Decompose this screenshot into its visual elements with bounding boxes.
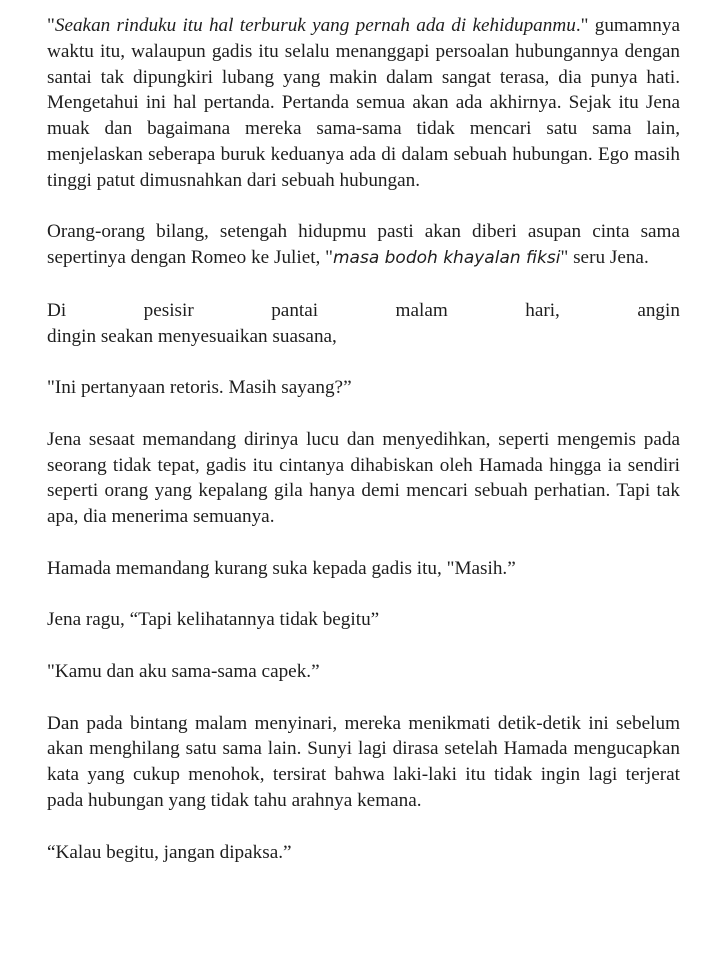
- word: Di: [47, 299, 67, 321]
- paragraph-3-line-2: dingin seakan menyesuaikan suasana,: [47, 325, 337, 347]
- paragraph-3-line-1: [47, 298, 680, 324]
- word: hari,: [525, 299, 560, 321]
- paragraph-1: [47, 13, 680, 194]
- paragraph-10: “Kalau begitu, jangan dipaksa.”: [47, 841, 292, 863]
- paragraph-7: Jena ragu, “Tapi kelihatannya tidak begitu”: [47, 609, 380, 631]
- paragraph-9: Dan pada bintang malam menyinari, mereka menikmati detik-detik ini sebelum akan menghilang satu sama lain. Sunyi lagi dirasa setelah Hamada mengucapkan kata yang cukup menohok, tersirat bahwa laki-laki itu tidak ingin lagi terjerat pada hubungan yang tidak tahu arahnya kemana.: [47, 712, 680, 811]
- word: angin: [637, 299, 680, 321]
- paragraph-1-text: gumamnya waktu itu, walaupun gadis itu selalu menanggapi persoalan hubungannya dengan santai tak dipungkiri lubang yang makin dalam sangat terasa, dia punya hati. Mengetahui ini hal pertanda. Pertanda semua akan ada akhirnya. Sejak itu Jena muak dan bagaimana mereka sama-sama tidak mencari satu sama lain, menjelaskan seberapa buruk keduanya ada di dalam sebuah hubungan. Ego masih tinggi patut dimusnahkan dari sebuah hubungan.: [47, 15, 680, 191]
- quote-close: .": [575, 15, 589, 36]
- paragraph-2: [47, 219, 680, 272]
- word: pantai: [271, 299, 319, 321]
- paragraph-5: Jena sesaat memandang dirinya lucu dan menyedihkan, seperti mengemis pada seorang tidak tepat, gadis itu cintanya dihabiskan oleh Hamada hingga ia sendiri seperti orang yang kepalang gila hanya demi mencari sebuah perhatian. Tapi tak apa, dia menerima semuanya.: [47, 428, 680, 528]
- word: malam: [395, 299, 448, 321]
- paragraph-2-tail: " seru Jena.: [560, 247, 649, 269]
- italic-quote: Seakan rinduku itu hal terburuk yang pernah ada di kehidupanmu: [54, 15, 576, 36]
- quote-open: ": [47, 15, 55, 36]
- paragraph-3: [47, 298, 680, 350]
- paragraph-8: "Kamu dan aku sama-sama capek.”: [47, 660, 320, 682]
- paragraph-6: Hamada memandang kurang suka kepada gadis itu, "Masih.”: [47, 557, 516, 579]
- italic-phrase: masa bodoh khayalan fiksi: [332, 248, 561, 269]
- word: pesisir: [143, 299, 194, 321]
- paragraph-2-lead: Orang-orang bilang, setengah hidupmu pasti akan diberi asupan cinta sama sepertinya dengan Romeo ke Juliet, ": [47, 221, 680, 269]
- paragraph-4: "Ini pertanyaan retoris. Masih sayang?”: [47, 377, 352, 399]
